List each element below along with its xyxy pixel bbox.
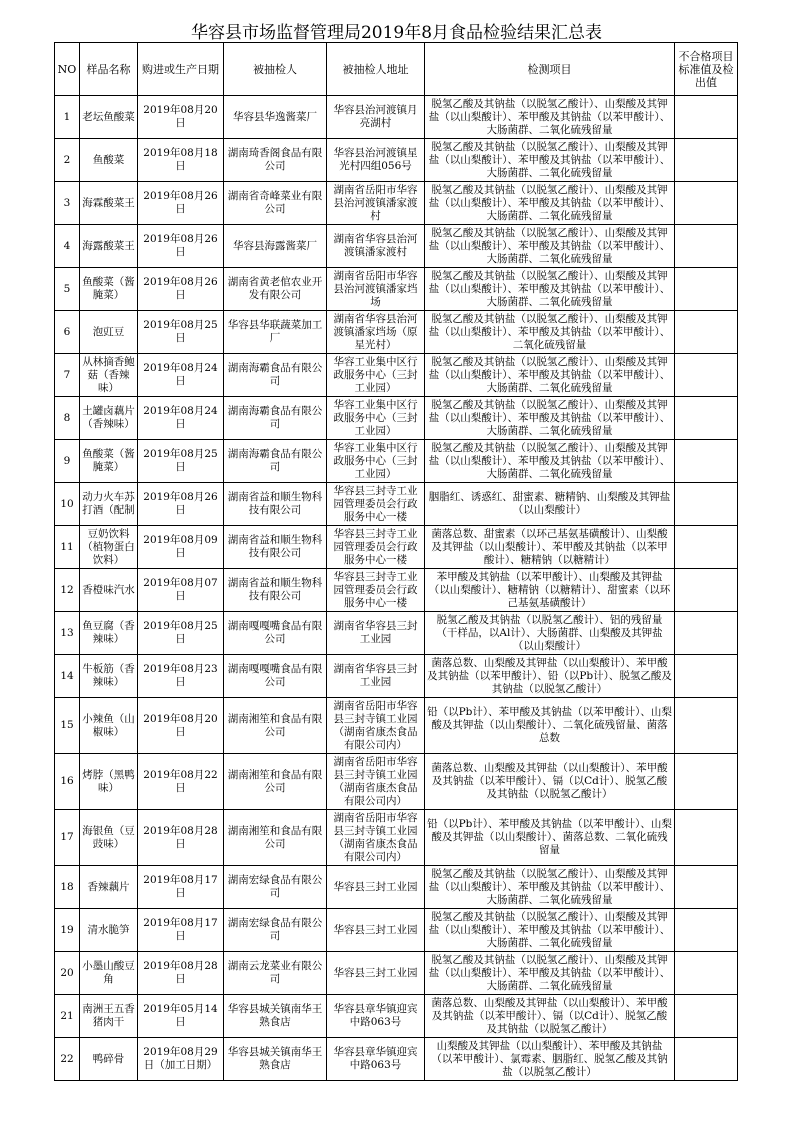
unqualified-cell bbox=[675, 311, 738, 354]
row-no: 18 bbox=[55, 866, 80, 909]
date-cell: 2019年08月29日（加工日期） bbox=[138, 1038, 224, 1081]
col-header-no: NO bbox=[55, 43, 80, 96]
row-no: 7 bbox=[55, 354, 80, 397]
col-header-test-items: 检测项目 bbox=[425, 43, 675, 96]
unqualified-cell bbox=[675, 569, 738, 612]
sample-name: 香辣藕片 bbox=[80, 866, 138, 909]
date-cell: 2019年08月24日 bbox=[138, 354, 224, 397]
address-cell: 华容工业集中区行政服务中心（三封工业园） bbox=[327, 397, 425, 440]
address-cell: 华容县三封工业园 bbox=[327, 909, 425, 952]
row-no: 12 bbox=[55, 569, 80, 612]
sample-name: 豆奶饮料（植物蛋白饮料） bbox=[80, 526, 138, 569]
table-row bbox=[55, 569, 738, 612]
row-no: 6 bbox=[55, 311, 80, 354]
sample-name: 海霖酸菜王 bbox=[80, 182, 138, 225]
inspected-party: 湖南海霸食品有限公司 bbox=[224, 397, 327, 440]
address-cell: 华容县章华镇迎宾中路063号 bbox=[327, 995, 425, 1038]
date-cell: 2019年08月09日 bbox=[138, 526, 224, 569]
unqualified-cell bbox=[675, 995, 738, 1038]
test-items: 脱氢乙酸及其钠盐（以脱氢乙酸计）、山梨酸及其钾盐（以山梨酸计）、苯甲酸及其钠盐（以苯甲酸计）、大肠菌群、二氧化硫残留量 bbox=[425, 182, 675, 225]
row-no: 4 bbox=[55, 225, 80, 268]
inspected-party: 湖南湘笙和食品有限公司 bbox=[224, 698, 327, 754]
col-header-date: 购进或生产日期 bbox=[138, 43, 224, 96]
test-items: 菌落总数、山梨酸及其钾盐（以山梨酸计）、苯甲酸及其钠盐（以苯甲酸计）、镉（以Cd计）、脱氢乙酸及其钠盐（以脱氢乙酸计） bbox=[425, 995, 675, 1038]
test-items: 胭脂红、诱惑红、甜蜜素、糖精钠、山梨酸及其钾盐（以山梨酸计） bbox=[425, 483, 675, 526]
sample-name: 鸭碎骨 bbox=[80, 1038, 138, 1081]
test-items: 脱氢乙酸及其钠盐（以脱氢乙酸计）、山梨酸及其钾盐（以山梨酸计）、苯甲酸及其钠盐（以苯甲酸计）、大肠菌群、二氧化硫残留量 bbox=[425, 909, 675, 952]
sample-name: 从林摘香鲍菇（香辣味） bbox=[80, 354, 138, 397]
table-row bbox=[55, 182, 738, 225]
row-no: 10 bbox=[55, 483, 80, 526]
address-cell: 华容工业集中区行政服务中心（三封工业园） bbox=[327, 354, 425, 397]
unqualified-cell bbox=[675, 655, 738, 698]
date-cell: 2019年08月23日 bbox=[138, 655, 224, 698]
row-no: 8 bbox=[55, 397, 80, 440]
unqualified-cell bbox=[675, 810, 738, 866]
row-no: 19 bbox=[55, 909, 80, 952]
table-row bbox=[55, 909, 738, 952]
row-no: 20 bbox=[55, 952, 80, 995]
sample-name: 老坛鱼酸菜 bbox=[80, 96, 138, 139]
inspected-party: 湖南省益和顺生物科技有限公司 bbox=[224, 483, 327, 526]
date-cell: 2019年08月28日 bbox=[138, 810, 224, 866]
test-items: 脱氢乙酸及其钠盐（以脱氢乙酸计）、山梨酸及其钾盐（以山梨酸计）、苯甲酸及其钠盐（以苯甲酸计）、大肠菌群、二氧化硫残留量 bbox=[425, 866, 675, 909]
unqualified-cell bbox=[675, 909, 738, 952]
address-cell: 湖南省岳阳市华容县三封寺镇工业园（湖南省康杰食品有限公司内） bbox=[327, 698, 425, 754]
table-row bbox=[55, 698, 738, 754]
test-items: 苯甲酸及其钠盐（以苯甲酸计）、山梨酸及其钾盐（以山梨酸计）、糖精钠（以糖精计）、甜蜜素（以环己基氨基磺酸计） bbox=[425, 569, 675, 612]
date-cell: 2019年08月20日 bbox=[138, 698, 224, 754]
inspected-party: 湖南宏绿食品有限公司 bbox=[224, 866, 327, 909]
inspected-party: 华容县华联蔬菜加工厂 bbox=[224, 311, 327, 354]
test-items: 脱氢乙酸及其钠盐（以脱氢乙酸计）、山梨酸及其钾盐（以山梨酸计）、苯甲酸及其钠盐（以苯甲酸计）、大肠菌群、二氧化硫残留量 bbox=[425, 440, 675, 483]
sample-name: 烤脖（黑鸭味） bbox=[80, 754, 138, 810]
address-cell: 湖南省华容县治河渡镇潘家垱场（原星光村） bbox=[327, 311, 425, 354]
table-row bbox=[55, 139, 738, 182]
inspected-party: 湖南海霸食品有限公司 bbox=[224, 354, 327, 397]
unqualified-cell bbox=[675, 952, 738, 995]
date-cell: 2019年08月17日 bbox=[138, 909, 224, 952]
row-no: 13 bbox=[55, 612, 80, 655]
inspected-party: 华容县海露酱菜厂 bbox=[224, 225, 327, 268]
address-cell: 湖南省华容县三封工业园 bbox=[327, 655, 425, 698]
date-cell: 2019年08月26日 bbox=[138, 182, 224, 225]
row-no: 2 bbox=[55, 139, 80, 182]
inspected-party: 湖南湘笙和食品有限公司 bbox=[224, 810, 327, 866]
date-cell: 2019年08月24日 bbox=[138, 397, 224, 440]
col-header-address: 被抽检人地址 bbox=[327, 43, 425, 96]
inspected-party: 华容县城关镇南华王熟食店 bbox=[224, 1038, 327, 1081]
unqualified-cell bbox=[675, 139, 738, 182]
table-row bbox=[55, 311, 738, 354]
unqualified-cell bbox=[675, 483, 738, 526]
unqualified-cell bbox=[675, 526, 738, 569]
date-cell: 2019年08月07日 bbox=[138, 569, 224, 612]
test-items: 脱氢乙酸及其钠盐（以脱氢乙酸计）、山梨酸及其钾盐（以山梨酸计）、苯甲酸及其钠盐（以苯甲酸计）、大肠菌群、二氧化硫残留量 bbox=[425, 268, 675, 311]
inspected-party: 华容县华逸酱菜厂 bbox=[224, 96, 327, 139]
address-cell: 湖南省华容县三封工业园 bbox=[327, 612, 425, 655]
unqualified-cell bbox=[675, 182, 738, 225]
table-row bbox=[55, 354, 738, 397]
address-cell: 湖南省岳阳市华容县治河渡镇潘家垱场 bbox=[327, 268, 425, 311]
unqualified-cell bbox=[675, 397, 738, 440]
inspected-party: 湖南省黄老倌农业开发有限公司 bbox=[224, 268, 327, 311]
address-cell: 华容县治河渡镇月亮湖村 bbox=[327, 96, 425, 139]
test-items: 脱氢乙酸及其钠盐（以脱氢乙酸计）、山梨酸及其钾盐（以山梨酸计）、苯甲酸及其钠盐（以苯甲酸计）、大肠菌群、二氧化硫残留量 bbox=[425, 139, 675, 182]
date-cell: 2019年08月26日 bbox=[138, 225, 224, 268]
date-cell: 2019年08月22日 bbox=[138, 754, 224, 810]
date-cell: 2019年08月28日 bbox=[138, 952, 224, 995]
unqualified-cell bbox=[675, 354, 738, 397]
table-row bbox=[55, 96, 738, 139]
table-row bbox=[55, 810, 738, 866]
sample-name: 海露酸菜王 bbox=[80, 225, 138, 268]
table-row bbox=[55, 866, 738, 909]
col-header-unqualified: 不合格项目标准值及检出值 bbox=[675, 43, 738, 96]
page-title: 华容县市场监督管理局2019年8月食品检验结果汇总表 bbox=[190, 23, 603, 43]
sample-name: 香橙味汽水 bbox=[80, 569, 138, 612]
row-no: 15 bbox=[55, 698, 80, 754]
table-row bbox=[55, 754, 738, 810]
inspected-party: 湖南琦香阁食品有限公司 bbox=[224, 139, 327, 182]
date-cell: 2019年08月26日 bbox=[138, 268, 224, 311]
test-items: 铅（以Pb计）、苯甲酸及其钠盐（以苯甲酸计）、山梨酸及其钾盐（以山梨酸计）、二氧化硫残留量、菌落总数 bbox=[425, 698, 675, 754]
col-header-inspected-party: 被抽检人 bbox=[224, 43, 327, 96]
inspected-party: 湖南省益和顺生物科技有限公司 bbox=[224, 526, 327, 569]
sample-name: 鱼酸菜（酱腌菜） bbox=[80, 268, 138, 311]
table-row bbox=[55, 612, 738, 655]
unqualified-cell bbox=[675, 612, 738, 655]
inspected-party: 湖南海霸食品有限公司 bbox=[224, 440, 327, 483]
date-cell: 2019年08月20日 bbox=[138, 96, 224, 139]
unqualified-cell bbox=[675, 96, 738, 139]
sample-name: 鱼酸菜 bbox=[80, 139, 138, 182]
test-items: 菌落总数、山梨酸及其钾盐（以山梨酸计）、苯甲酸及其钠盐（以苯甲酸计）、镉（以Cd计）、脱氢乙酸及其钠盐（以脱氢乙酸计） bbox=[425, 754, 675, 810]
row-no: 9 bbox=[55, 440, 80, 483]
date-cell: 2019年05月14日 bbox=[138, 995, 224, 1038]
row-no: 21 bbox=[55, 995, 80, 1038]
unqualified-cell bbox=[675, 866, 738, 909]
inspected-party: 华容县城关镇南华王熟食店 bbox=[224, 995, 327, 1038]
test-items: 脱氢乙酸及其钠盐（以脱氢乙酸计）、山梨酸及其钾盐（以山梨酸计）、苯甲酸及其钠盐（以苯甲酸计）、大肠菌群、二氧化硫残留量 bbox=[425, 225, 675, 268]
results-table bbox=[54, 42, 738, 1081]
inspected-party: 湖南湘笙和食品有限公司 bbox=[224, 754, 327, 810]
table-row bbox=[55, 483, 738, 526]
test-items: 脱氢乙酸及其钠盐（以脱氢乙酸计）、山梨酸及其钾盐（以山梨酸计）、苯甲酸及其钠盐（以苯甲酸计）、大肠菌群、二氧化硫残留量 bbox=[425, 354, 675, 397]
unqualified-cell bbox=[675, 268, 738, 311]
unqualified-cell bbox=[675, 1038, 738, 1081]
address-cell: 华容县三封寺工业园管理委员会行政服务中心一楼 bbox=[327, 526, 425, 569]
date-cell: 2019年08月26日 bbox=[138, 483, 224, 526]
test-items: 脱氢乙酸及其钠盐（以脱氢乙酸计）、山梨酸及其钾盐（以山梨酸计）、苯甲酸及其钠盐（以苯甲酸计）、大肠菌群、二氧化硫残留量 bbox=[425, 397, 675, 440]
inspected-party: 湖南省益和顺生物科技有限公司 bbox=[224, 569, 327, 612]
row-no: 1 bbox=[55, 96, 80, 139]
date-cell: 2019年08月25日 bbox=[138, 311, 224, 354]
sample-name: 牛板筋（香辣味） bbox=[80, 655, 138, 698]
sample-name: 小墨山酸豆角 bbox=[80, 952, 138, 995]
test-items: 脱氢乙酸及其钠盐（以脱氢乙酸计）、山梨酸及其钾盐（以山梨酸计）、苯甲酸及其钠盐（以苯甲酸计）、二氧化硫残留量 bbox=[425, 311, 675, 354]
date-cell: 2019年08月18日 bbox=[138, 139, 224, 182]
table-row bbox=[55, 1038, 738, 1081]
inspected-party: 湖南省奇峰菜业有限公司 bbox=[224, 182, 327, 225]
address-cell: 华容县三封工业园 bbox=[327, 866, 425, 909]
table-row bbox=[55, 268, 738, 311]
row-no: 5 bbox=[55, 268, 80, 311]
row-no: 16 bbox=[55, 754, 80, 810]
address-cell: 华容县三封工业园 bbox=[327, 952, 425, 995]
row-no: 3 bbox=[55, 182, 80, 225]
table-row bbox=[55, 225, 738, 268]
table-row bbox=[55, 995, 738, 1038]
sample-name: 鱼豆腐（香辣味） bbox=[80, 612, 138, 655]
unqualified-cell bbox=[675, 698, 738, 754]
test-items: 脱氢乙酸及其钠盐（以脱氢乙酸计）、山梨酸及其钾盐（以山梨酸计）、苯甲酸及其钠盐（以苯甲酸计）、大肠菌群、二氧化硫残留量 bbox=[425, 96, 675, 139]
address-cell: 湖南省岳阳市华容县三封寺镇工业园（湖南省康杰食品有限公司内） bbox=[327, 754, 425, 810]
inspected-party: 湖南云龙菜业有限公司 bbox=[224, 952, 327, 995]
address-cell: 华容工业集中区行政服务中心（三封工业园） bbox=[327, 440, 425, 483]
inspected-party: 湖南嘎嘎嘴食品有限公司 bbox=[224, 655, 327, 698]
row-no: 11 bbox=[55, 526, 80, 569]
address-cell: 华容县章华镇迎宾中路063号 bbox=[327, 1038, 425, 1081]
sample-name: 泡豇豆 bbox=[80, 311, 138, 354]
row-no: 17 bbox=[55, 810, 80, 866]
test-items: 菌落总数、山梨酸及其钾盐（以山梨酸计）、苯甲酸及其钠盐（以苯甲酸计）、铅（以Pb计）、脱氢乙酸及其钠盐（以脱氢乙酸计） bbox=[425, 655, 675, 698]
table-row bbox=[55, 526, 738, 569]
sample-name: 海银鱼（豆豉味） bbox=[80, 810, 138, 866]
unqualified-cell bbox=[675, 754, 738, 810]
col-header-sample-name: 样品名称 bbox=[80, 43, 138, 96]
header-row bbox=[55, 43, 738, 96]
date-cell: 2019年08月17日 bbox=[138, 866, 224, 909]
sample-name: 动力火车苏打酒（配制 bbox=[80, 483, 138, 526]
sample-name: 鱼酸菜（酱腌菜） bbox=[80, 440, 138, 483]
test-items: 山梨酸及其钾盐（以山梨酸计）、苯甲酸及其钠盐（以苯甲酸计）、氯霉素、胭脂红、脱氢乙酸及其钠盐（以脱氢乙酸计） bbox=[425, 1038, 675, 1081]
address-cell: 湖南省岳阳市华容县治河渡镇潘家渡村 bbox=[327, 182, 425, 225]
address-cell: 华容县三封寺工业园管理委员会行政服务中心一楼 bbox=[327, 483, 425, 526]
test-items: 脱氢乙酸及其钠盐（以脱氢乙酸计）、铝的残留量（干样品，以Al计）、大肠菌群、山梨酸及其钾盐（以山梨酸计） bbox=[425, 612, 675, 655]
sample-name: 南洲王五香猪肉干 bbox=[80, 995, 138, 1038]
test-items: 菌落总数、甜蜜素（以环己基氨基磺酸计）、山梨酸及其钾盐（以山梨酸计）、苯甲酸及其钠盐（以苯甲酸计）、糖精钠（以糖精计） bbox=[425, 526, 675, 569]
unqualified-cell bbox=[675, 440, 738, 483]
sample-name: 清水脆笋 bbox=[80, 909, 138, 952]
row-no: 22 bbox=[55, 1038, 80, 1081]
address-cell: 湖南省岳阳市华容县三封寺镇工业园（湖南省康杰食品有限公司内） bbox=[327, 810, 425, 866]
table-row bbox=[55, 397, 738, 440]
sample-name: 小辣鱼（山椒味） bbox=[80, 698, 138, 754]
address-cell: 华容县治河渡镇星光村四组056号 bbox=[327, 139, 425, 182]
row-no: 14 bbox=[55, 655, 80, 698]
address-cell: 湖南省华容县治河渡镇潘家渡村 bbox=[327, 225, 425, 268]
inspected-party: 湖南嘎嘎嘴食品有限公司 bbox=[224, 612, 327, 655]
table-body bbox=[55, 96, 738, 1081]
sample-name: 土罐卤藕片（香辣味） bbox=[80, 397, 138, 440]
date-cell: 2019年08月25日 bbox=[138, 612, 224, 655]
date-cell: 2019年08月25日 bbox=[138, 440, 224, 483]
table-row bbox=[55, 952, 738, 995]
inspected-party: 湖南宏绿食品有限公司 bbox=[224, 909, 327, 952]
table-row bbox=[55, 655, 738, 698]
test-items: 铅（以Pb计）、苯甲酸及其钠盐（以苯甲酸计）、山梨酸及其钾盐（以山梨酸计）、菌落总数、二氧化硫残留量 bbox=[425, 810, 675, 866]
unqualified-cell bbox=[675, 225, 738, 268]
address-cell: 华容县三封寺工业园管理委员会行政服务中心一楼 bbox=[327, 569, 425, 612]
table-row bbox=[55, 440, 738, 483]
test-items: 脱氢乙酸及其钠盐（以脱氢乙酸计）、山梨酸及其钾盐（以山梨酸计）、苯甲酸及其钠盐（以苯甲酸计）、大肠菌群、二氧化硫残留量 bbox=[425, 952, 675, 995]
